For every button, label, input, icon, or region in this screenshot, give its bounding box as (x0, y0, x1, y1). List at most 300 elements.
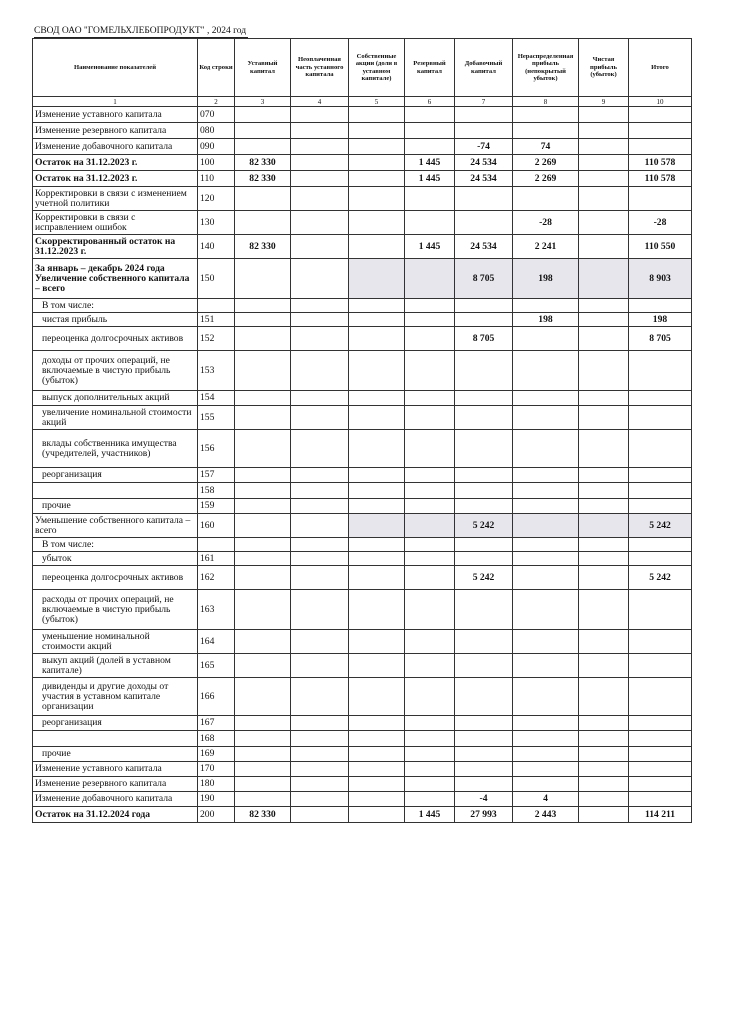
value-cell (405, 762, 455, 777)
value-cell: 8 705 (455, 259, 513, 299)
header-cell: Нераспределенная прибыль (непокрытый убыток) (513, 39, 579, 97)
value-cell (291, 406, 349, 430)
value-cell (235, 716, 291, 731)
row-code: 140 (198, 235, 235, 259)
row-code: 162 (198, 566, 235, 590)
value-cell (405, 566, 455, 590)
value-cell: 2 241 (513, 235, 579, 259)
row-code: 152 (198, 327, 235, 351)
value-cell: 1 445 (405, 155, 455, 171)
value-cell (513, 468, 579, 483)
value-cell (235, 538, 291, 552)
value-cell (349, 187, 405, 211)
page-title: СВОД ОАО "ГОМЕЛЬХЛЕБОПРОДУКТ" , 2024 год (34, 26, 247, 36)
row-name: прочие (33, 499, 198, 514)
value-cell (455, 313, 513, 327)
value-cell (235, 630, 291, 654)
row-code: 153 (198, 351, 235, 391)
value-cell (455, 468, 513, 483)
value-cell (349, 483, 405, 499)
value-cell (579, 171, 629, 187)
value-cell: 4 (513, 792, 579, 807)
header-cell: Код строки (198, 39, 235, 97)
value-cell (291, 299, 349, 313)
value-cell (579, 391, 629, 406)
row-code: 150 (198, 259, 235, 299)
value-cell (291, 630, 349, 654)
row-name: Остаток на 31.12.2023 г. (33, 171, 198, 187)
value-cell (235, 123, 291, 139)
value-cell: 1 445 (405, 235, 455, 259)
value-cell (455, 777, 513, 792)
value-cell: 74 (513, 139, 579, 155)
value-cell (405, 792, 455, 807)
value-cell (455, 762, 513, 777)
value-cell (405, 514, 455, 538)
value-cell (455, 430, 513, 468)
value-cell (291, 762, 349, 777)
value-cell (513, 777, 579, 792)
value-cell (455, 654, 513, 678)
table-row (33, 678, 692, 716)
row-name: расходы от прочих операций, не включаемые в чистую прибыль (убыток) (33, 590, 198, 630)
value-cell (291, 807, 349, 823)
value-cell (349, 792, 405, 807)
row-name: реорганизация (33, 716, 198, 731)
value-cell (349, 566, 405, 590)
value-cell (235, 430, 291, 468)
value-cell (579, 777, 629, 792)
row-name: выкуп акций (долей в уставном капитале) (33, 654, 198, 678)
column-number: 10 (629, 97, 692, 107)
value-cell (629, 792, 692, 807)
value-cell (349, 716, 405, 731)
value-cell (579, 538, 629, 552)
value-cell: 1 445 (405, 171, 455, 187)
value-cell: 24 534 (455, 235, 513, 259)
row-name (33, 731, 198, 747)
value-cell (405, 299, 455, 313)
value-cell (513, 107, 579, 123)
value-cell (235, 391, 291, 406)
row-code (198, 299, 235, 313)
value-cell (235, 187, 291, 211)
value-cell: 82 330 (235, 807, 291, 823)
value-cell (455, 123, 513, 139)
value-cell (349, 211, 405, 235)
value-cell (579, 211, 629, 235)
value-cell (579, 468, 629, 483)
value-cell: 82 330 (235, 171, 291, 187)
value-cell (235, 566, 291, 590)
row-code: 157 (198, 468, 235, 483)
value-cell (291, 716, 349, 731)
value-cell: 8 705 (629, 327, 692, 351)
value-cell (579, 747, 629, 762)
row-name: Остаток на 31.12.2023 г. (33, 155, 198, 171)
value-cell (235, 406, 291, 430)
value-cell (629, 590, 692, 630)
table-row (33, 313, 692, 327)
value-cell: 110 578 (629, 155, 692, 171)
table-row (33, 630, 692, 654)
value-cell: 8 903 (629, 259, 692, 299)
row-code (198, 538, 235, 552)
value-cell (235, 747, 291, 762)
value-cell (405, 678, 455, 716)
value-cell (405, 777, 455, 792)
table-row (33, 654, 692, 678)
value-cell (455, 716, 513, 731)
row-code: 163 (198, 590, 235, 630)
table-row (33, 716, 692, 731)
value-cell (405, 747, 455, 762)
value-cell (291, 792, 349, 807)
value-cell (291, 155, 349, 171)
row-name: Изменение добавочного капитала (33, 792, 198, 807)
row-code: 170 (198, 762, 235, 777)
value-cell (629, 538, 692, 552)
value-cell (235, 313, 291, 327)
row-name: дивиденды и другие доходы от участия в уставном капитале организации (33, 678, 198, 716)
row-code: 070 (198, 107, 235, 123)
value-cell (629, 468, 692, 483)
value-cell (629, 107, 692, 123)
value-cell (349, 107, 405, 123)
value-cell: 27 993 (455, 807, 513, 823)
row-code: 090 (198, 139, 235, 155)
value-cell (291, 430, 349, 468)
value-cell (235, 483, 291, 499)
value-cell (513, 351, 579, 391)
value-cell (579, 406, 629, 430)
row-name: переоценка долгосрочных активов (33, 566, 198, 590)
value-cell (235, 762, 291, 777)
table-row (33, 807, 692, 823)
table-row (33, 391, 692, 406)
value-cell (455, 678, 513, 716)
value-cell (235, 792, 291, 807)
value-cell (629, 678, 692, 716)
row-name: Изменение добавочного капитала (33, 139, 198, 155)
value-cell (291, 731, 349, 747)
row-name: увеличение номинальной стоимости акций (33, 406, 198, 430)
value-cell (629, 731, 692, 747)
value-cell (579, 792, 629, 807)
value-cell (291, 211, 349, 235)
value-cell (579, 139, 629, 155)
value-cell (405, 499, 455, 514)
value-cell (629, 499, 692, 514)
header-cell: Итого (629, 39, 692, 97)
value-cell (579, 731, 629, 747)
value-cell (235, 107, 291, 123)
row-code: 130 (198, 211, 235, 235)
value-cell (405, 187, 455, 211)
value-cell (629, 299, 692, 313)
value-cell (291, 187, 349, 211)
row-code: 158 (198, 483, 235, 499)
value-cell (513, 514, 579, 538)
value-cell: 2 443 (513, 807, 579, 823)
row-name: Остаток на 31.12.2024 года (33, 807, 198, 823)
value-cell (235, 351, 291, 391)
value-cell (629, 406, 692, 430)
value-cell (235, 678, 291, 716)
row-code: 169 (198, 747, 235, 762)
value-cell (579, 630, 629, 654)
row-code: 120 (198, 187, 235, 211)
value-cell (291, 678, 349, 716)
value-cell (455, 211, 513, 235)
value-cell (405, 211, 455, 235)
column-number: 9 (579, 97, 629, 107)
value-cell (405, 468, 455, 483)
value-cell (349, 777, 405, 792)
value-cell (405, 538, 455, 552)
value-cell (513, 731, 579, 747)
table-row (33, 430, 692, 468)
value-cell (579, 313, 629, 327)
value-cell (579, 552, 629, 566)
value-cell (455, 499, 513, 514)
table-row (33, 235, 692, 259)
value-cell (455, 747, 513, 762)
row-code: 110 (198, 171, 235, 187)
value-cell (513, 123, 579, 139)
value-cell (235, 590, 291, 630)
value-cell: 8 705 (455, 327, 513, 351)
value-cell (513, 187, 579, 211)
value-cell (579, 351, 629, 391)
row-code: 180 (198, 777, 235, 792)
value-cell (235, 731, 291, 747)
value-cell (349, 499, 405, 514)
header-cell: Неоплаченная часть уставного капитала (291, 39, 349, 97)
table-row (33, 762, 692, 777)
value-cell (349, 552, 405, 566)
value-cell (349, 807, 405, 823)
value-cell (513, 391, 579, 406)
value-cell: 2 269 (513, 155, 579, 171)
table-row (33, 590, 692, 630)
row-name: В том числе: (33, 538, 198, 552)
value-cell: 5 242 (455, 566, 513, 590)
value-cell (579, 123, 629, 139)
table-row (33, 139, 692, 155)
value-cell (629, 351, 692, 391)
value-cell: 5 242 (629, 514, 692, 538)
value-cell: 5 242 (629, 566, 692, 590)
value-cell (349, 406, 405, 430)
value-cell (235, 299, 291, 313)
value-cell: 198 (513, 313, 579, 327)
value-cell (349, 327, 405, 351)
table-row (33, 406, 692, 430)
table-row (33, 187, 692, 211)
value-cell (579, 107, 629, 123)
row-name (33, 483, 198, 499)
value-cell (629, 483, 692, 499)
value-cell (235, 139, 291, 155)
value-cell (235, 327, 291, 351)
table-row (33, 259, 692, 299)
value-cell (235, 259, 291, 299)
value-cell (291, 259, 349, 299)
value-cell (629, 430, 692, 468)
value-cell (455, 299, 513, 313)
value-cell (629, 552, 692, 566)
value-cell: 82 330 (235, 155, 291, 171)
value-cell (579, 187, 629, 211)
value-cell: 198 (629, 313, 692, 327)
value-cell (579, 155, 629, 171)
value-cell (291, 514, 349, 538)
value-cell (579, 430, 629, 468)
value-cell (579, 514, 629, 538)
value-cell (513, 590, 579, 630)
value-cell (405, 483, 455, 499)
row-code: 165 (198, 654, 235, 678)
value-cell (405, 590, 455, 630)
table-row (33, 747, 692, 762)
value-cell (455, 538, 513, 552)
row-code: 151 (198, 313, 235, 327)
row-name: Изменение резервного капитала (33, 777, 198, 792)
table-row (33, 538, 692, 552)
value-cell (235, 211, 291, 235)
value-cell (629, 762, 692, 777)
value-cell: -28 (513, 211, 579, 235)
row-name: Корректировки в связи с изменением учетной политики (33, 187, 198, 211)
value-cell (579, 678, 629, 716)
value-cell (405, 630, 455, 654)
value-cell (405, 259, 455, 299)
value-cell (513, 327, 579, 351)
header-cell: Уставный капитал (235, 39, 291, 97)
value-cell (405, 430, 455, 468)
value-cell (455, 590, 513, 630)
column-number: 3 (235, 97, 291, 107)
value-cell (235, 514, 291, 538)
value-cell (349, 630, 405, 654)
row-code: 080 (198, 123, 235, 139)
value-cell (405, 107, 455, 123)
value-cell (629, 630, 692, 654)
value-cell (579, 327, 629, 351)
column-number: 5 (349, 97, 405, 107)
row-code: 166 (198, 678, 235, 716)
value-cell (455, 731, 513, 747)
capital-changes-table (32, 38, 692, 823)
column-number-row (33, 97, 692, 107)
value-cell (455, 483, 513, 499)
value-cell (513, 499, 579, 514)
value-cell (579, 499, 629, 514)
value-cell (513, 406, 579, 430)
value-cell (513, 538, 579, 552)
value-cell (455, 107, 513, 123)
table-row (33, 566, 692, 590)
value-cell (455, 391, 513, 406)
value-cell (513, 430, 579, 468)
value-cell (291, 171, 349, 187)
row-name: уменьшение номинальной стоимости акций (33, 630, 198, 654)
value-cell (513, 552, 579, 566)
header-cell: Собственные акции (доли в уставном капитале) (349, 39, 405, 97)
value-cell (349, 678, 405, 716)
value-cell (291, 107, 349, 123)
value-cell: 24 534 (455, 171, 513, 187)
value-cell (349, 731, 405, 747)
value-cell (291, 590, 349, 630)
value-cell (235, 654, 291, 678)
value-cell (405, 123, 455, 139)
row-name: Изменение резервного капитала (33, 123, 198, 139)
value-cell (291, 499, 349, 514)
table-row (33, 731, 692, 747)
value-cell (349, 654, 405, 678)
value-cell (579, 762, 629, 777)
value-cell: -4 (455, 792, 513, 807)
header-cell: Наименование показателей (33, 39, 198, 97)
value-cell (455, 630, 513, 654)
value-cell (579, 235, 629, 259)
value-cell: 2 269 (513, 171, 579, 187)
value-cell: -74 (455, 139, 513, 155)
value-cell (291, 468, 349, 483)
value-cell (629, 187, 692, 211)
table-row (33, 514, 692, 538)
value-cell (579, 299, 629, 313)
value-cell (513, 678, 579, 716)
row-code: 154 (198, 391, 235, 406)
value-cell (349, 762, 405, 777)
table-row (33, 171, 692, 187)
value-cell: 24 534 (455, 155, 513, 171)
value-cell (513, 747, 579, 762)
column-number: 6 (405, 97, 455, 107)
value-cell (405, 716, 455, 731)
value-cell (291, 552, 349, 566)
column-number: 1 (33, 97, 198, 107)
header-row (33, 39, 692, 97)
table-row (33, 792, 692, 807)
value-cell (629, 391, 692, 406)
value-cell (579, 716, 629, 731)
row-name: Уменьшение собственного капитала – всего (33, 514, 198, 538)
value-cell (405, 391, 455, 406)
row-name: Корректировки в связи с исправлением ошибок (33, 211, 198, 235)
row-name: В том числе: (33, 299, 198, 313)
value-cell (349, 351, 405, 391)
row-name: доходы от прочих операций, не включаемые в чистую прибыль (убыток) (33, 351, 198, 391)
value-cell (513, 716, 579, 731)
value-cell (405, 406, 455, 430)
value-cell (455, 351, 513, 391)
value-cell (291, 327, 349, 351)
value-cell (513, 762, 579, 777)
value-cell (349, 468, 405, 483)
row-code: 168 (198, 731, 235, 747)
value-cell (291, 351, 349, 391)
value-cell (349, 313, 405, 327)
value-cell (455, 406, 513, 430)
value-cell (349, 139, 405, 155)
value-cell (579, 807, 629, 823)
value-cell: 198 (513, 259, 579, 299)
value-cell (513, 483, 579, 499)
